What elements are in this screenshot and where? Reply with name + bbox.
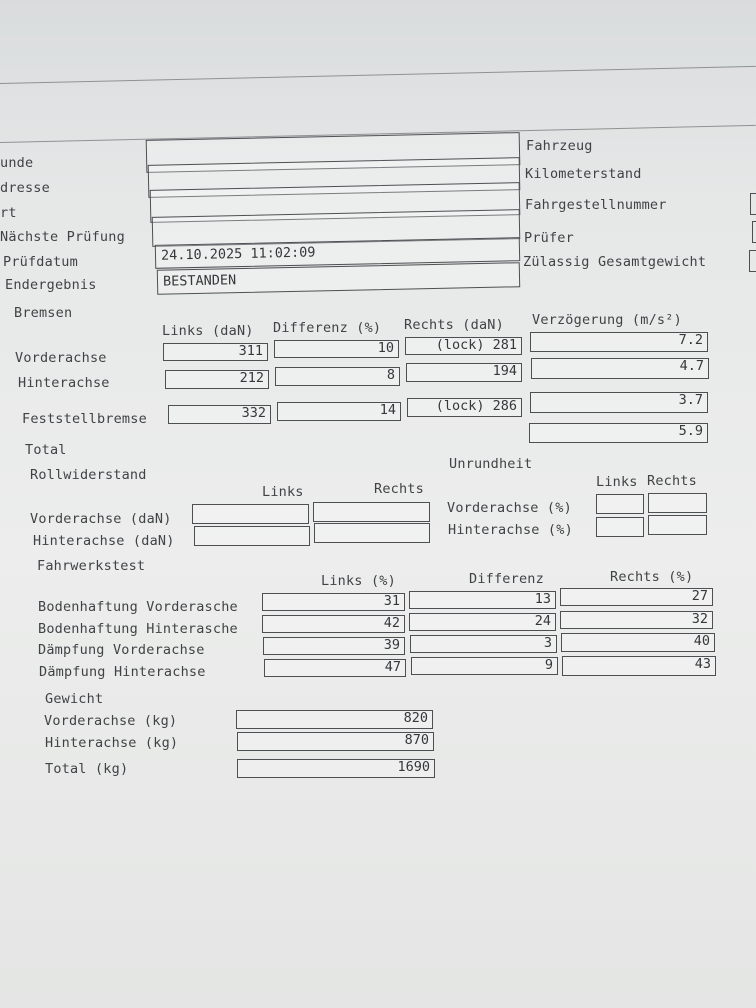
- bremsen-hinterachse-links: 212: [165, 370, 269, 389]
- fahrwerkstest-row-rechts: 32: [560, 611, 713, 629]
- rollwiderstand-col-rechts: Rechts: [374, 481, 424, 497]
- cut-off-field-edge: [750, 193, 756, 215]
- unrundheit-hinterachse-label: Hinterachse (%): [448, 522, 573, 538]
- unrundheit-hinterachse-rechts: [648, 515, 707, 535]
- pruefdatum-field[interactable]: 24.10.2025 11:02:09: [155, 237, 520, 269]
- fahrwerkstest-row-differenz: 13: [409, 591, 556, 609]
- fahrwerkstest-row-label: Dämpfung Hinterachse: [39, 664, 206, 680]
- unrundheit-vorderachse-links: [596, 494, 644, 514]
- bremsen-total-label: Total: [25, 442, 67, 458]
- bremsen-vorderachse-links: 311: [163, 343, 268, 361]
- gewicht-hinterachse-value: 870: [237, 732, 434, 751]
- ort-label: rt: [0, 205, 17, 221]
- fahrwerkstest-row-rechts: 40: [561, 633, 715, 652]
- unrundheit-vorderachse-label: Vorderachse (%): [447, 500, 572, 516]
- fahrwerkstest-row-links: 31: [262, 593, 405, 611]
- cut-off-field-edge: [749, 250, 756, 272]
- bremsen-vorderachse-label: Vorderachse: [15, 350, 107, 366]
- endergebnis-field[interactable]: BESTANDEN: [157, 262, 520, 295]
- bremsen-col-links: Links (daN): [162, 323, 254, 339]
- cut-off-field-edge: [752, 221, 756, 243]
- fahrwerkstest-row-differenz: 9: [411, 657, 558, 675]
- gewicht-total-label: Total (kg): [45, 761, 129, 777]
- bremsen-col-verzoegerung: Verzögerung (m/s²): [532, 312, 682, 328]
- bremsen-hinterachse-differenz: 8: [275, 367, 400, 386]
- bremsen-vorderachse-verzoegerung: 7.2: [530, 332, 708, 352]
- bremsen-vorderachse-rechts: (lock) 281: [405, 337, 522, 355]
- gewicht-hinterachse-label: Hinterachse (kg): [45, 735, 179, 751]
- pruefdatum-label: Prüfdatum: [3, 254, 78, 270]
- feststellbremse-differenz: 14: [277, 402, 401, 421]
- fahrwerkstest-col-rechts: Rechts (%): [610, 569, 694, 585]
- gesamtgewicht-label: Zülassig Gesamtgewicht: [523, 254, 707, 270]
- bremsen-hinterachse-rechts: 194: [406, 363, 522, 382]
- rollwiderstand-vorderachse-links: [192, 504, 309, 524]
- fahrwerkstest-row-links: 47: [264, 659, 406, 677]
- bremsen-col-differenz: Differenz (%): [273, 320, 382, 336]
- unrundheit-title: Unrundheit: [449, 456, 533, 472]
- bremsen-title: Bremsen: [14, 305, 73, 321]
- bremsen-total-verzoegerung: 5.9: [529, 423, 708, 443]
- pruefer-label: Prüfer: [524, 230, 574, 246]
- endergebnis-label: Endergebnis: [5, 277, 97, 293]
- feststellbremse-label: Feststellbremse: [22, 411, 147, 427]
- rollwiderstand-vorderachse-rechts: [313, 502, 430, 522]
- fahrwerkstest-row-differenz: 24: [409, 613, 556, 631]
- fahrwerkstest-row-rechts: 27: [560, 588, 713, 606]
- feststellbremse-links: 332: [168, 405, 271, 424]
- fahrwerkstest-row-label: Bodenhaftung Vorderasche: [38, 599, 238, 615]
- rollwiderstand-hinterachse-label: Hinterachse (daN): [33, 533, 175, 549]
- unrundheit-hinterachse-links: [596, 517, 644, 537]
- fahrwerkstest-col-links: Links (%): [321, 573, 396, 589]
- rollwiderstand-hinterachse-links: [194, 526, 310, 546]
- unrundheit-col-links: Links: [596, 474, 638, 490]
- kilometerstand-label: Kilometerstand: [525, 166, 642, 182]
- rollwiderstand-col-links: Links: [262, 484, 304, 500]
- bremsen-hinterachse-label: Hinterachse: [18, 375, 110, 391]
- fahrwerkstest-col-differenz: Differenz: [469, 571, 544, 587]
- fahrgestellnummer-label: Fahrgestellnummer: [525, 197, 667, 213]
- gewicht-total-value: 1690: [237, 759, 435, 778]
- fahrwerkstest-row-label: Dämpfung Vorderachse: [38, 642, 205, 658]
- rollwiderstand-vorderachse-label: Vorderachse (daN): [30, 511, 172, 527]
- feststellbremse-rechts: (lock) 286: [407, 398, 522, 417]
- bremsen-col-rechts: Rechts (daN): [404, 317, 504, 333]
- top-rule: [0, 66, 756, 84]
- fahrwerkstest-row-label: Bodenhaftung Hinterasche: [38, 621, 238, 637]
- bremsen-vorderachse-differenz: 10: [274, 340, 399, 358]
- gewicht-title: Gewicht: [45, 691, 104, 707]
- fahrwerkstest-row-rechts: 43: [562, 656, 716, 676]
- gewicht-vorderachse-label: Vorderachse (kg): [44, 713, 178, 729]
- rollwiderstand-hinterachse-rechts: [314, 523, 430, 543]
- fahrwerkstest-row-links: 42: [262, 615, 405, 633]
- unrundheit-col-rechts: Rechts: [647, 473, 697, 489]
- fahrzeug-label: Fahrzeug: [526, 138, 593, 154]
- naechste-pruefung-label: Nächste Prüfung: [0, 229, 125, 245]
- feststellbremse-verzoegerung: 3.7: [530, 392, 708, 413]
- fahrwerkstest-title: Fahrwerkstest: [37, 558, 146, 574]
- fahrwerkstest-row-differenz: 3: [410, 635, 557, 653]
- gewicht-vorderachse-value: 820: [236, 710, 433, 729]
- bremsen-hinterachse-verzoegerung: 4.7: [531, 358, 709, 379]
- adresse-label: dresse: [0, 180, 50, 196]
- fahrwerkstest-row-links: 39: [263, 637, 405, 655]
- kunde-label: unde: [0, 155, 34, 171]
- unrundheit-vorderachse-rechts: [648, 493, 707, 513]
- rollwiderstand-title: Rollwiderstand: [30, 467, 147, 483]
